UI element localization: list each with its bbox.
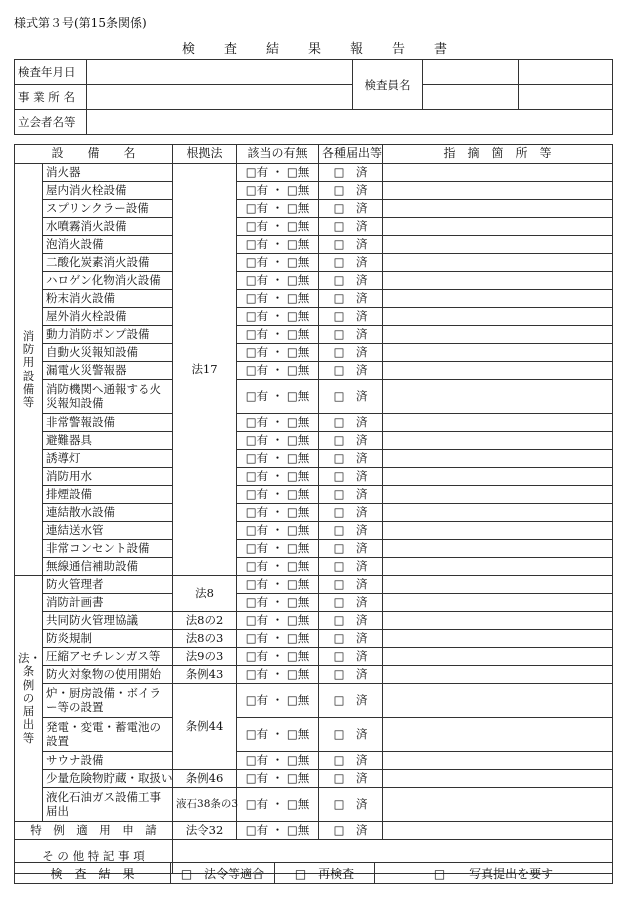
result-reinspect-checkbox[interactable]: □ 再検査 [275, 863, 375, 884]
other-notes-label: そ の 他 特 記 事 項 [15, 840, 173, 874]
notification-name: 防火対象物の使用開始 [43, 666, 173, 684]
equipment-name: 非常コンセント設備 [43, 540, 173, 558]
applicable-checkbox[interactable]: □有 ・ □無 [237, 468, 319, 486]
findings-field[interactable] [383, 450, 613, 468]
applicable-checkbox[interactable]: □有 ・ □無 [237, 612, 319, 630]
equipment-name: 誘導灯 [43, 450, 173, 468]
equipment-name: スプリンクラー設備 [43, 200, 173, 218]
done-checkbox[interactable]: □ 済 [319, 540, 383, 558]
group-fire-equipment-label: 消 防 用 設 備 等 [15, 164, 43, 576]
col-findings: 指 摘 箇 所 等 [383, 145, 613, 164]
done-checkbox[interactable]: □ 済 [319, 362, 383, 380]
basis-cell: 条例43 [173, 666, 237, 684]
done-checkbox[interactable]: □ 済 [319, 504, 383, 522]
inspector-label: 検査員名 [353, 60, 423, 110]
done-checkbox[interactable]: □ 済 [319, 380, 383, 414]
done-checkbox[interactable]: □ 済 [319, 236, 383, 254]
applicable-checkbox[interactable]: □有 ・ □無 [237, 822, 319, 840]
notification-name: 防火管理者 [43, 576, 173, 594]
notification-name: 防炎規制 [43, 630, 173, 648]
applicable-checkbox[interactable]: □有 ・ □無 [237, 576, 319, 594]
basis-cell: 条例46 [173, 770, 237, 788]
findings-field[interactable] [383, 432, 613, 450]
findings-field[interactable] [383, 486, 613, 504]
applicable-checkbox[interactable]: □有 ・ □無 [237, 558, 319, 576]
findings-field[interactable] [383, 414, 613, 432]
findings-field[interactable] [383, 344, 613, 362]
inspection-date-field[interactable] [87, 60, 353, 85]
table-row [15, 432, 613, 450]
table-row [15, 414, 613, 432]
applicable-checkbox[interactable]: □有 ・ □無 [237, 770, 319, 788]
equipment-name: 自動火災報知設備 [43, 344, 173, 362]
equipment-name: ハロゲン化物消火設備 [43, 272, 173, 290]
table-row [15, 344, 613, 362]
applicable-checkbox[interactable]: □有 ・ □無 [237, 788, 319, 822]
form-number: 様式第３号(第15条関係) [14, 16, 147, 30]
findings-field[interactable] [383, 612, 613, 630]
witness-field[interactable] [87, 110, 613, 135]
findings-field[interactable] [383, 254, 613, 272]
applicable-checkbox[interactable]: □有 ・ □無 [237, 522, 319, 540]
applicable-checkbox[interactable]: □有 ・ □無 [237, 648, 319, 666]
findings-field[interactable] [383, 362, 613, 380]
notification-name: 液化石油ガス設備工事届出 [43, 788, 173, 822]
table-row [15, 558, 613, 576]
office-name-label: 事 業 所 名 [15, 85, 87, 110]
result-table [14, 862, 613, 884]
applicable-checkbox[interactable]: □有 ・ □無 [237, 630, 319, 648]
table-row [15, 504, 613, 522]
applicable-checkbox[interactable]: □有 ・ □無 [237, 200, 319, 218]
equipment-name: 消火器 [43, 164, 173, 182]
basis-cell: 法9の3 [173, 648, 237, 666]
col-equipment: 設 備 名 [15, 145, 173, 164]
done-checkbox[interactable]: □ 済 [319, 788, 383, 822]
table-row [15, 468, 613, 486]
findings-field[interactable] [383, 576, 613, 594]
basis-cell: 液石38条の3 [173, 788, 237, 822]
office-name-field[interactable] [87, 85, 353, 110]
table-row [15, 770, 613, 788]
equipment-name: 避難器具 [43, 432, 173, 450]
applicable-checkbox[interactable]: □有 ・ □無 [237, 380, 319, 414]
applicable-checkbox[interactable]: □有 ・ □無 [237, 486, 319, 504]
applicable-checkbox[interactable]: □有 ・ □無 [237, 718, 319, 752]
result-label: 検 査 結 果 [15, 863, 171, 884]
applicable-checkbox[interactable]: □有 ・ □無 [237, 540, 319, 558]
done-checkbox[interactable]: □ 済 [319, 486, 383, 504]
applicable-checkbox[interactable]: □有 ・ □無 [237, 272, 319, 290]
findings-field[interactable] [383, 308, 613, 326]
table-row [15, 290, 613, 308]
done-checkbox[interactable]: □ 済 [319, 272, 383, 290]
table-row [15, 380, 613, 414]
findings-field[interactable] [383, 630, 613, 648]
inspector-field-1[interactable] [423, 60, 519, 85]
notification-name: 圧縮アセチレンガス等 [43, 648, 173, 666]
equipment-name: 連結散水設備 [43, 504, 173, 522]
done-checkbox[interactable]: □ 済 [319, 576, 383, 594]
done-checkbox[interactable]: □ 済 [319, 558, 383, 576]
applicable-checkbox[interactable]: □有 ・ □無 [237, 182, 319, 200]
applicable-checkbox[interactable]: □有 ・ □無 [237, 344, 319, 362]
group-notifications-label: 法・条例の届出等 [15, 576, 43, 822]
done-checkbox[interactable]: □ 済 [319, 254, 383, 272]
done-checkbox[interactable]: □ 済 [319, 344, 383, 362]
basis-law17: 法17 [173, 164, 237, 576]
equipment-name: 動力消防ポンプ設備 [43, 326, 173, 344]
table-row [15, 822, 613, 840]
equipment-name: 泡消火設備 [43, 236, 173, 254]
basis-cell: 法8 [173, 576, 237, 612]
table-row [15, 164, 613, 182]
inspector-field-3[interactable] [423, 85, 519, 110]
findings-field[interactable] [383, 540, 613, 558]
done-checkbox[interactable]: □ 済 [319, 752, 383, 770]
notification-name: 少量危険物貯蔵・取扱い [43, 770, 173, 788]
equipment-name: 非常警報設備 [43, 414, 173, 432]
inspector-field-4[interactable] [519, 85, 613, 110]
inspection-date-label: 検査年月日 [15, 60, 87, 85]
findings-field[interactable] [383, 218, 613, 236]
done-checkbox[interactable]: □ 済 [319, 594, 383, 612]
notification-name: 消防計画書 [43, 594, 173, 612]
done-checkbox[interactable]: □ 済 [319, 648, 383, 666]
applicable-checkbox[interactable]: □有 ・ □無 [237, 666, 319, 684]
inspection-table [14, 144, 613, 874]
findings-field[interactable] [383, 594, 613, 612]
applicable-checkbox[interactable]: □有 ・ □無 [237, 684, 319, 718]
applicable-checkbox[interactable]: □有 ・ □無 [237, 236, 319, 254]
done-checkbox[interactable]: □ 済 [319, 822, 383, 840]
done-checkbox[interactable]: □ 済 [319, 718, 383, 752]
notification-name: 発電・変電・蓄電池の設置 [43, 718, 173, 752]
findings-field[interactable] [383, 684, 613, 718]
notification-name: 炉・厨房設備・ボイラー等の設置 [43, 684, 173, 718]
equipment-name: 消防用水 [43, 468, 173, 486]
findings-field[interactable] [383, 182, 613, 200]
table-row [15, 576, 613, 594]
applicable-checkbox[interactable]: □有 ・ □無 [237, 414, 319, 432]
table-row [15, 308, 613, 326]
equipment-name: 二酸化炭素消火設備 [43, 254, 173, 272]
findings-field[interactable] [383, 468, 613, 486]
table-row [15, 254, 613, 272]
equipment-name: 連結送水管 [43, 522, 173, 540]
done-checkbox[interactable]: □ 済 [319, 290, 383, 308]
col-basis: 根拠法 [173, 145, 237, 164]
applicable-checkbox[interactable]: □有 ・ □無 [237, 218, 319, 236]
table-row [15, 612, 613, 630]
equipment-name: 屋内消火栓設備 [43, 182, 173, 200]
findings-field[interactable] [383, 752, 613, 770]
findings-field[interactable] [383, 290, 613, 308]
table-row [15, 752, 613, 770]
applicable-checkbox[interactable]: □有 ・ □無 [237, 752, 319, 770]
findings-field[interactable] [383, 272, 613, 290]
table-row [15, 630, 613, 648]
findings-field[interactable] [383, 326, 613, 344]
applicable-checkbox[interactable]: □有 ・ □無 [237, 432, 319, 450]
done-checkbox[interactable]: □ 済 [319, 326, 383, 344]
equipment-name: 粉末消火設備 [43, 290, 173, 308]
col-applicable: 該当の有無 [237, 145, 319, 164]
basis-cell: 法令32 [173, 822, 237, 840]
table-row [15, 362, 613, 380]
findings-field[interactable] [383, 788, 613, 822]
table-row [15, 486, 613, 504]
applicable-checkbox[interactable]: □有 ・ □無 [237, 594, 319, 612]
findings-field[interactable] [383, 558, 613, 576]
table-row [15, 788, 613, 822]
equipment-name: 無線通信補助設備 [43, 558, 173, 576]
notification-name: 共同防火管理協議 [43, 612, 173, 630]
equipment-name: 漏電火災警報器 [43, 362, 173, 380]
done-checkbox[interactable]: □ 済 [319, 684, 383, 718]
done-checkbox[interactable]: □ 済 [319, 468, 383, 486]
done-checkbox[interactable]: □ 済 [319, 522, 383, 540]
table-row [15, 684, 613, 718]
done-checkbox[interactable]: □ 済 [319, 612, 383, 630]
findings-field[interactable] [383, 200, 613, 218]
table-row [15, 272, 613, 290]
notification-name: サウナ設備 [43, 752, 173, 770]
page-title: 検 査 結 果 報 告 書 [181, 42, 448, 57]
table-row [15, 522, 613, 540]
findings-field[interactable] [383, 522, 613, 540]
header-table [14, 59, 613, 135]
applicable-checkbox[interactable]: □有 ・ □無 [237, 362, 319, 380]
applicable-checkbox[interactable]: □有 ・ □無 [237, 164, 319, 182]
findings-field[interactable] [383, 770, 613, 788]
done-checkbox[interactable]: □ 済 [319, 200, 383, 218]
result-photo-checkbox[interactable]: □ 写真提出を要す [375, 863, 613, 884]
table-row [15, 236, 613, 254]
basis-cell: 条例44 [173, 684, 237, 770]
done-checkbox[interactable]: □ 済 [319, 414, 383, 432]
findings-field[interactable] [383, 236, 613, 254]
findings-field[interactable] [383, 504, 613, 522]
table-row [15, 540, 613, 558]
table-row [15, 326, 613, 344]
done-checkbox[interactable]: □ 済 [319, 630, 383, 648]
applicable-checkbox[interactable]: □有 ・ □無 [237, 450, 319, 468]
applicable-checkbox[interactable]: □有 ・ □無 [237, 290, 319, 308]
applicable-checkbox[interactable]: □有 ・ □無 [237, 308, 319, 326]
applicable-checkbox[interactable]: □有 ・ □無 [237, 254, 319, 272]
table-row [15, 666, 613, 684]
equipment-name: 排煙設備 [43, 486, 173, 504]
equipment-name: 消防機関へ通報する火災報知設備 [43, 380, 173, 414]
table-row [15, 450, 613, 468]
table-row [15, 218, 613, 236]
table-row [15, 182, 613, 200]
done-checkbox[interactable]: □ 済 [319, 308, 383, 326]
basis-cell: 法8の3 [173, 630, 237, 648]
findings-field[interactable] [383, 164, 613, 182]
table-row [15, 200, 613, 218]
done-checkbox[interactable]: □ 済 [319, 164, 383, 182]
done-checkbox[interactable]: □ 済 [319, 182, 383, 200]
done-checkbox[interactable]: □ 済 [319, 218, 383, 236]
done-checkbox[interactable]: □ 済 [319, 770, 383, 788]
done-checkbox[interactable]: □ 済 [319, 432, 383, 450]
table-row [15, 718, 613, 752]
findings-field[interactable] [383, 666, 613, 684]
inspector-field-2[interactable] [519, 60, 613, 85]
findings-field[interactable] [383, 648, 613, 666]
table-row [15, 648, 613, 666]
done-checkbox[interactable]: □ 済 [319, 666, 383, 684]
equipment-name: 屋外消火栓設備 [43, 308, 173, 326]
findings-field[interactable] [383, 718, 613, 752]
witness-label: 立会者名等 [15, 110, 87, 135]
equipment-name: 水噴霧消火設備 [43, 218, 173, 236]
result-compliant-checkbox[interactable]: □ 法令等適合 [171, 863, 275, 884]
col-notification: 各種届出等 [319, 145, 383, 164]
special-application-label: 特 例 適 用 申 請 [15, 822, 173, 840]
table-row [15, 594, 613, 612]
applicable-checkbox[interactable]: □有 ・ □無 [237, 504, 319, 522]
applicable-checkbox[interactable]: □有 ・ □無 [237, 326, 319, 344]
findings-field[interactable] [383, 380, 613, 414]
done-checkbox[interactable]: □ 済 [319, 450, 383, 468]
basis-cell: 法8の2 [173, 612, 237, 630]
findings-field[interactable] [383, 822, 613, 840]
